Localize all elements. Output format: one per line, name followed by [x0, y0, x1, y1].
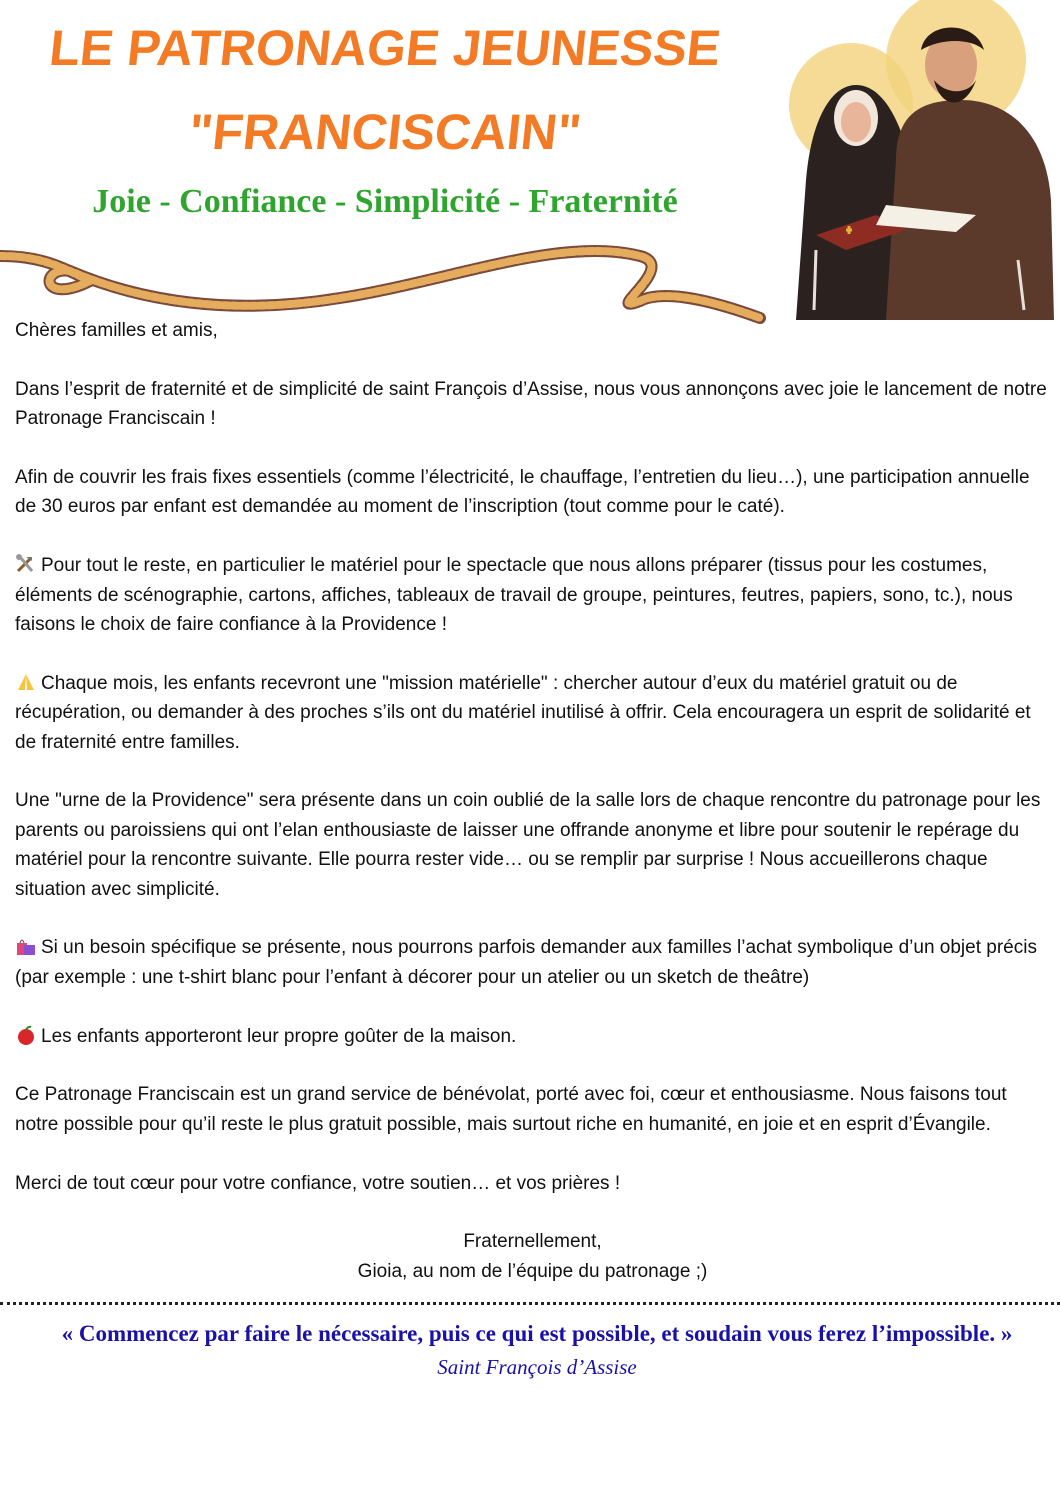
shopping-bags-icon [15, 936, 37, 956]
title-line-1: LE PATRONAGE JEUNESSE [46, 20, 724, 76]
header-banner [0, 0, 1060, 320]
signature: Gioia, au nom de l’équipe du patronage ;) [357, 1260, 708, 1282]
footer-quote: « Commencez par faire le nécessaire, puis ce qui est possible, et soudain vous ferez l’impossible. » [61, 1321, 1013, 1347]
paragraph-volunteering: Ce Patronage Franciscain est un grand service de bénévolat, porté avec foi, cœur et enthousiasme. Nous faisons tout notre possible pour qu’il reste le plus gratuit possible, mais surtout riche en humanité, en joie et en esprit d’Évangile. [15, 1084, 1007, 1135]
signature-block [15, 1227, 1050, 1286]
praying-hands-icon [15, 672, 37, 692]
paragraph-participation: Afin de couvrir les frais fixes essentiels (comme l’électricité, le chauffage, l’entretien du lieu…), une participation annuelle de 30 euros par enfant est demandée au moment de l’inscription (tout comme pour le caté). [15, 467, 1030, 518]
paragraph-providence [15, 551, 1050, 639]
letter-body [15, 316, 1050, 1286]
main-area [0, 316, 1060, 1381]
paragraph-text: Si un besoin spécifique se présente, nous pourrons parfois demander aux familles l’achat symbolique d’un objet précis (par exemple : une t-shirt blanc pour l’enfant à décorer pour un atelier ou un sketch de theâtre) [15, 937, 1037, 988]
rope-decoration [0, 226, 770, 326]
paragraph-urn: Une "urne de la Providence" sera présente dans un coin oublié de la salle lors de chaque rencontre du patronage pour les parents ou paroissiens qui ont l’elan enthousiaste de laisser une offrande anonyme et libre pour soutenir le repérage du matériel pour la rencontre suivante. Elle pourra rester vide… ou se remplir par surprise ! Nous accueillerons chaque situation avec simplicité. [15, 790, 1041, 900]
dotted-divider [0, 1302, 1060, 1305]
paragraph-mission [15, 669, 1050, 757]
title-line-2: "FRANCISCAIN" [186, 104, 584, 160]
motto: Joie - Confiance - Simplicité - Fraternité [92, 183, 678, 220]
paragraph-text: Pour tout le reste, en particulier le matériel pour le spectacle que nous allons préparer (tissus pour les costumes, éléments de scénographie, cartons, affiches, tableaux de travail de groupe, peintures, feutres, papiers, sono, tc.), nous faisons le choix de faire confiance à la Providence ! [15, 555, 1013, 636]
greeting: Chères familles et amis, [15, 320, 218, 341]
red-apple-icon [15, 1025, 37, 1045]
hammer-and-wrench-icon [15, 554, 37, 574]
closing: Fraternellement, [463, 1231, 602, 1253]
quote-author: Saint François d’Assise [437, 1355, 637, 1380]
saints-illustration [756, 0, 1056, 320]
paragraph-text: Chaque mois, les enfants recevront une "mission matérielle" : chercher autour d’eux du matériel gratuit ou de récupération, ou demander à des proches s’ils ont du matériel inutilisé à offrir. Cela encouragera un esprit de solidarité et de fraternité entre familles. [15, 672, 1031, 753]
paragraph-intro: Dans l’esprit de fraternité et de simplicité de saint François d’Assise, nous vous annonçons avec joie le lancement de notre Patronage Franciscain ! [15, 378, 1047, 430]
paragraph-thanks: Merci de tout cœur pour votre confiance, votre soutien… et vos prières ! [15, 1172, 621, 1194]
paragraph-specific-need [15, 933, 1050, 992]
paragraph-snack [15, 1022, 1050, 1051]
paragraph-text: Les enfants apporteront leur propre goûter de la maison. [41, 1025, 517, 1047]
